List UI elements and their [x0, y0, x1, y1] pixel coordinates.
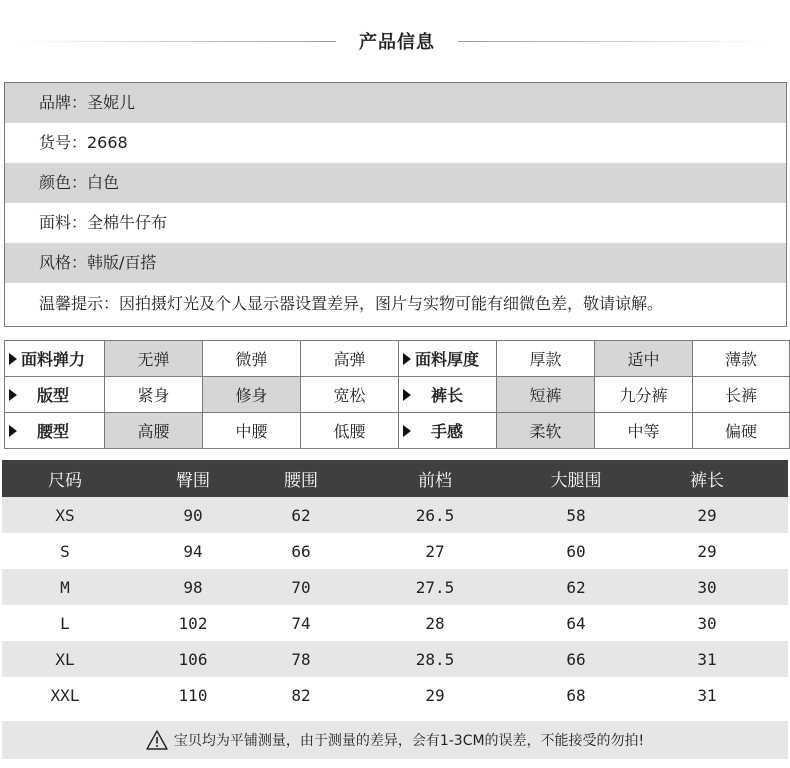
product-info-box [4, 82, 787, 327]
attr-option: 微弹 [203, 341, 301, 377]
size-cell: 62 [526, 569, 626, 605]
section-title: 产品信息 [359, 32, 435, 53]
attr-option: 宽松 [301, 377, 399, 413]
arrow-right-icon [9, 353, 17, 365]
header-divider-right [458, 41, 770, 42]
attr-option: 修身 [203, 377, 301, 413]
size-cell: 29 [626, 497, 788, 533]
size-cell: 62 [258, 497, 344, 533]
size-cell: 70 [258, 569, 344, 605]
attr-option: 偏硬 [693, 413, 790, 449]
attr-option: 九分裤 [595, 377, 693, 413]
size-cell: 30 [626, 569, 788, 605]
size-cell: 31 [697, 685, 717, 705]
info-notice: 温馨提示：因拍摄灯光及个人显示器设置差异，图片与实物可能有细微色差，敬请谅解。 [39, 294, 664, 313]
attr-option: 中腰 [203, 413, 301, 449]
attr-option: 适中 [595, 341, 693, 377]
attr-option: 柔软 [497, 413, 595, 449]
header-divider-left [20, 41, 336, 42]
size-cell: 31 [626, 641, 788, 677]
size-row [2, 677, 788, 713]
attr-option: 低腰 [301, 413, 399, 449]
attr-label-fit: 版型 [5, 377, 105, 413]
attr-option: 紧身 [105, 377, 203, 413]
size-row [2, 569, 788, 605]
attr-row-fit [5, 377, 790, 413]
size-cell: S [60, 541, 70, 561]
attr-label-waist: 腰型 [5, 413, 105, 449]
measurement-note-text: 宝贝均为平铺测量，由于测量的差异，会有1-3CM的误差，不能接受的勿拍! [173, 733, 645, 749]
attr-option: 薄款 [693, 341, 790, 377]
size-cell: XL [2, 641, 128, 677]
size-cell: 27.5 [344, 569, 526, 605]
size-row [2, 533, 788, 569]
attr-row-waist [5, 413, 790, 449]
size-cell: XS [2, 497, 128, 533]
arrow-right-icon [403, 353, 411, 365]
attr-label-elasticity: 面料弹力 [5, 341, 105, 377]
size-cell: 58 [526, 497, 626, 533]
size-cell: 78 [258, 641, 344, 677]
size-cell: 28.5 [344, 641, 526, 677]
size-table-header [2, 460, 788, 497]
size-cell: 66 [291, 541, 311, 561]
size-cell: 29 [697, 541, 717, 561]
info-item-number: 货号：2668 [39, 133, 128, 152]
size-cell: 82 [291, 685, 311, 705]
size-cell: L [60, 613, 70, 633]
size-cell: 29 [425, 685, 445, 705]
attr-option: 厚款 [497, 341, 595, 377]
attr-option: 短裤 [497, 377, 595, 413]
size-header-cell: 尺码 [2, 460, 128, 497]
size-cell: 90 [128, 497, 258, 533]
attr-option: 长裤 [693, 377, 790, 413]
size-cell: 26.5 [344, 497, 526, 533]
attr-option: 高弹 [301, 341, 399, 377]
size-cell: 74 [291, 613, 311, 633]
attribute-grid [4, 340, 790, 449]
warning-icon [146, 730, 168, 750]
attr-row-elasticity [5, 341, 790, 377]
attr-option: 无弹 [105, 341, 203, 377]
info-fabric: 面料：全棉牛仔布 [39, 213, 168, 232]
size-cell: 64 [566, 613, 586, 633]
info-brand: 品牌：圣妮儿 [5, 83, 786, 123]
size-row [2, 497, 788, 533]
size-cell: 27 [425, 541, 445, 561]
attr-label-length: 裤长 [399, 377, 497, 413]
size-cell: 66 [526, 641, 626, 677]
size-cell: XXL [50, 685, 80, 705]
size-cell: 106 [128, 641, 258, 677]
section-header [0, 0, 790, 82]
size-cell: M [2, 569, 128, 605]
size-cell: 98 [128, 569, 258, 605]
arrow-right-icon [403, 389, 411, 401]
arrow-right-icon [9, 425, 17, 437]
size-cell: 30 [697, 613, 717, 633]
info-style: 风格：韩版/百搭 [5, 243, 786, 283]
size-cell: 28 [425, 613, 445, 633]
size-cell: 102 [178, 613, 208, 633]
arrow-right-icon [9, 389, 17, 401]
attr-option: 中等 [595, 413, 693, 449]
info-color: 颜色：白色 [5, 163, 786, 203]
size-cell: 68 [566, 685, 586, 705]
size-header-cell: 裤长 [626, 460, 788, 497]
size-header-cell: 臀围 [128, 460, 258, 497]
size-cell: 110 [178, 685, 208, 705]
measurement-note [2, 721, 788, 759]
size-cell: 94 [183, 541, 203, 561]
attr-label-feel: 手感 [399, 413, 497, 449]
size-header-cell: 大腿围 [526, 460, 626, 497]
size-table [2, 460, 788, 713]
attr-label-thickness: 面料厚度 [399, 341, 497, 377]
size-header-cell: 前档 [344, 460, 526, 497]
size-row [2, 605, 788, 641]
attr-option: 高腰 [105, 413, 203, 449]
size-cell: 60 [566, 541, 586, 561]
size-row [2, 641, 788, 677]
arrow-right-icon [403, 425, 411, 437]
size-header-cell: 腰围 [258, 460, 344, 497]
